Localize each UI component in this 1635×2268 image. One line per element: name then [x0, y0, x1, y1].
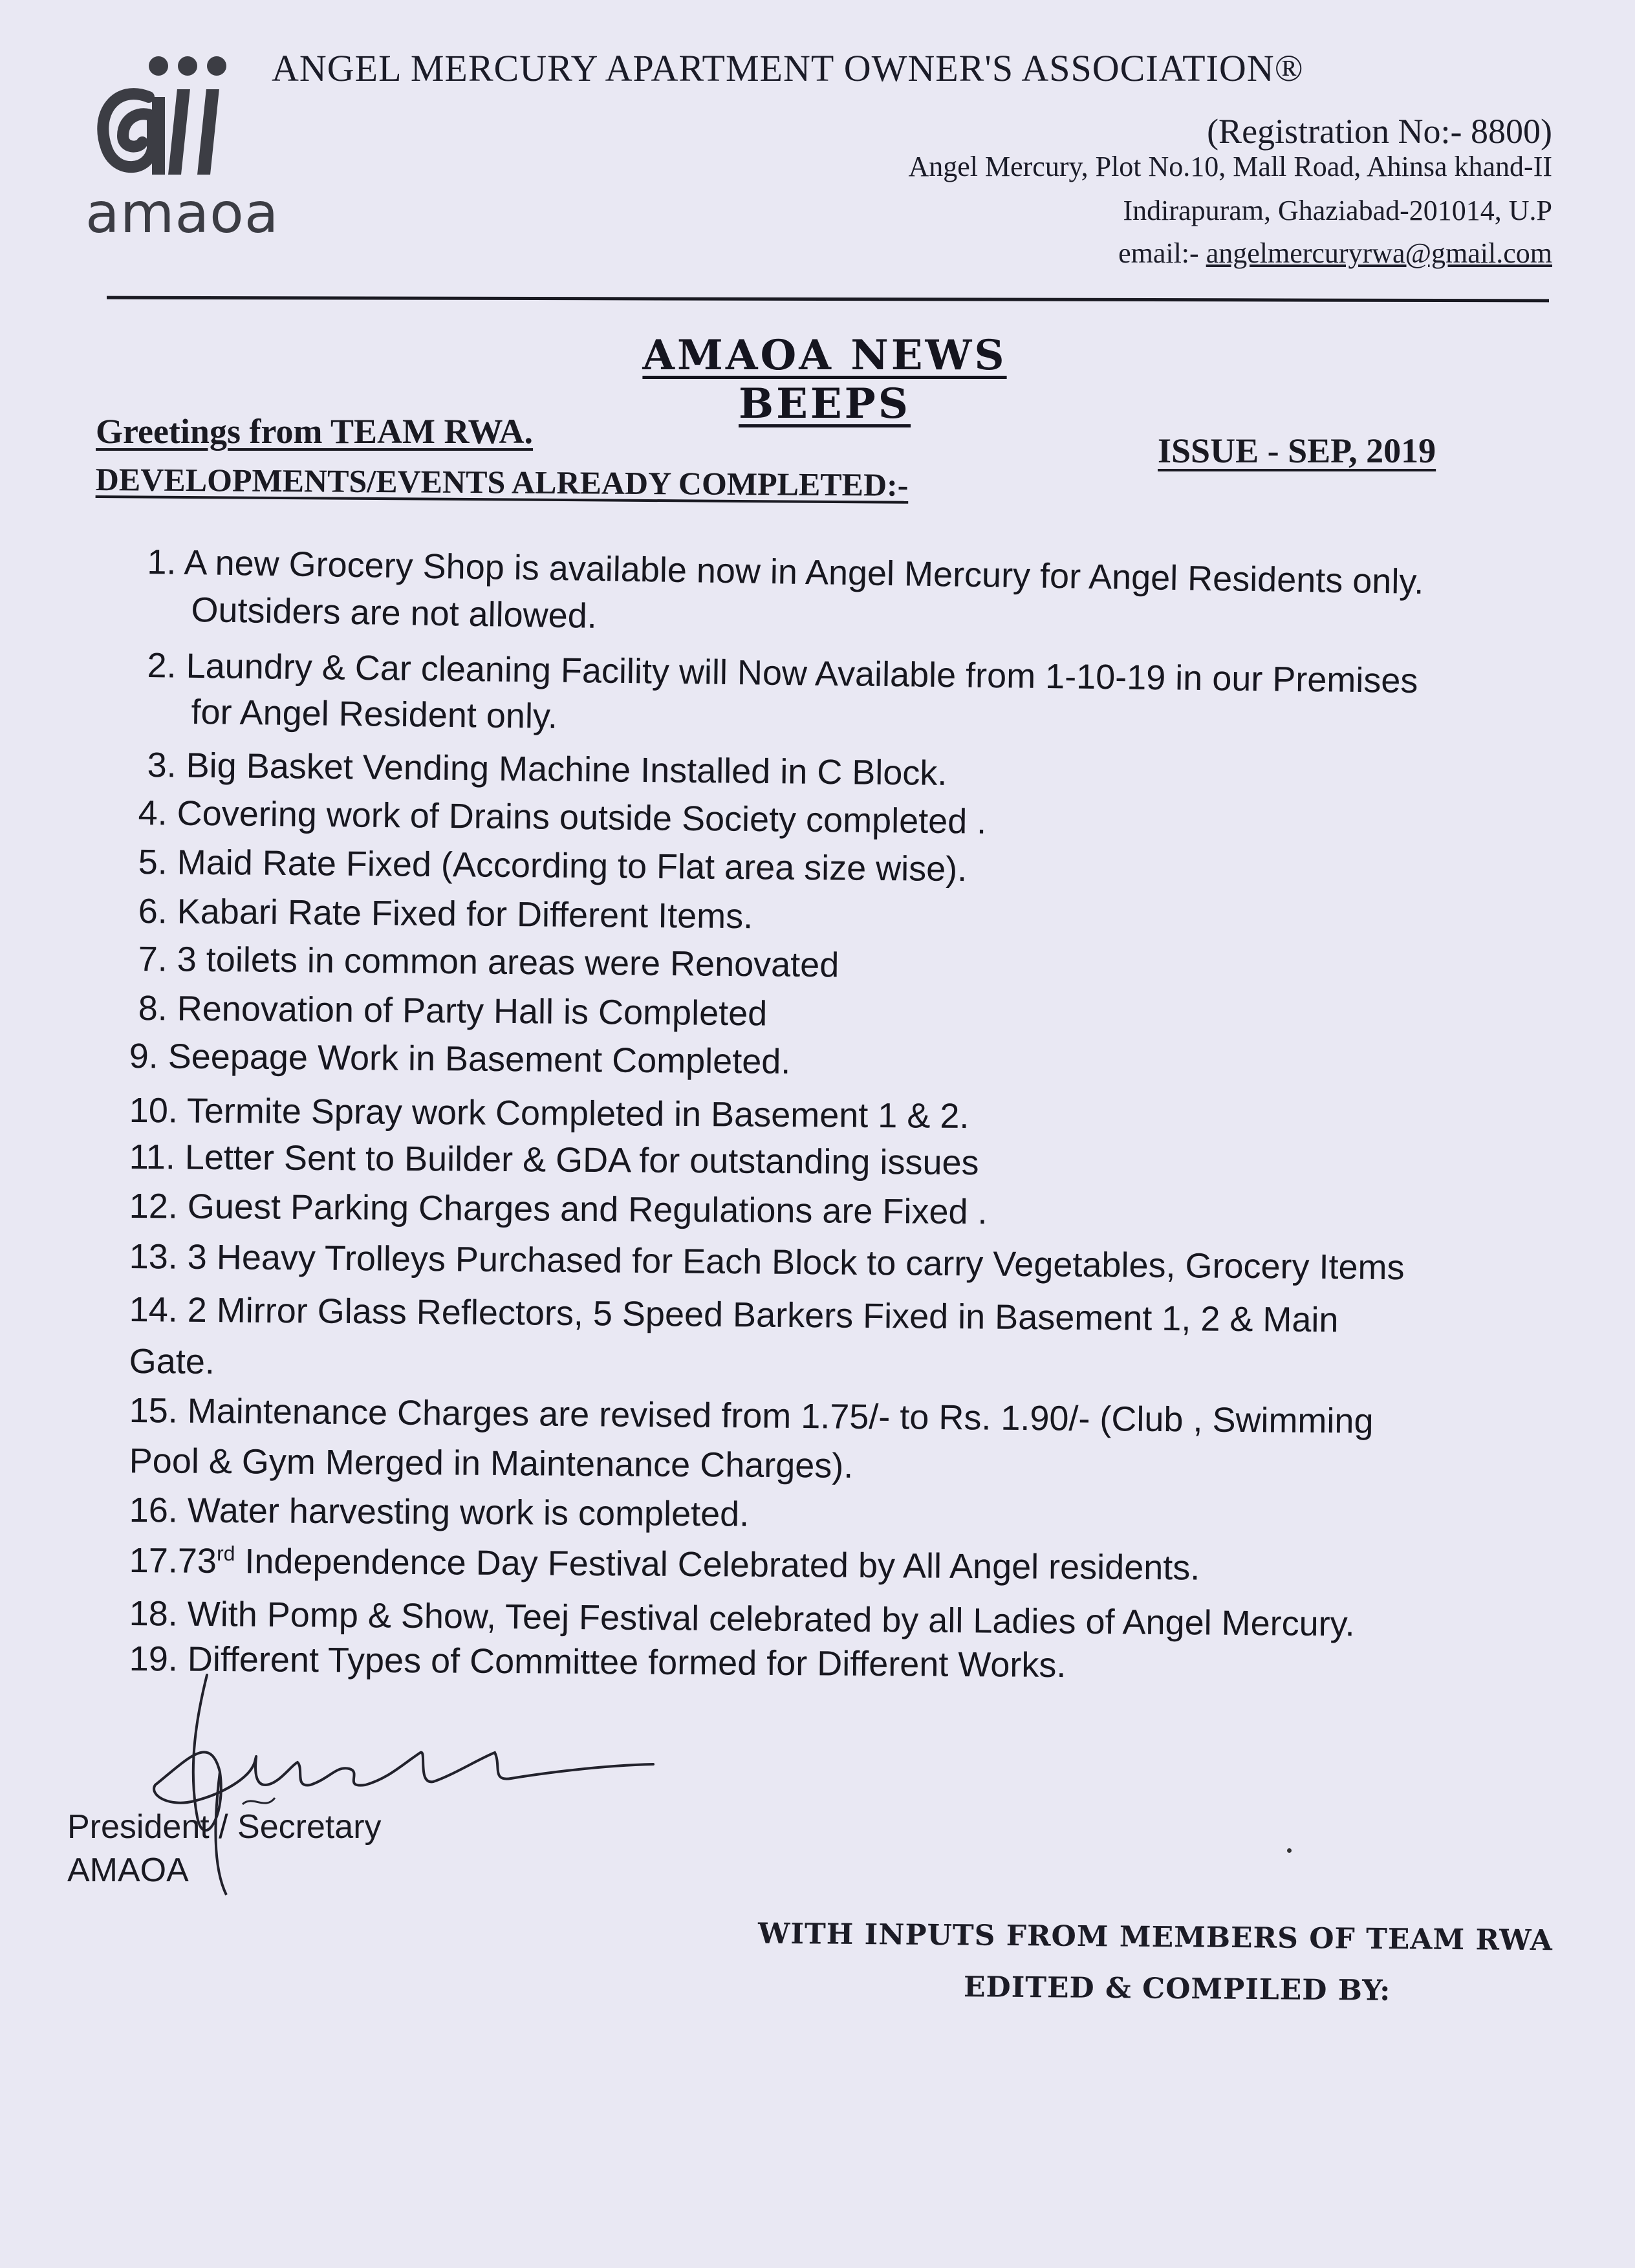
greeting: Greetings from TEAM RWA.	[96, 412, 534, 451]
address-line-2: Indirapuram, Ghaziabad-201014, U.P	[1123, 195, 1552, 226]
list-item-text: Renovation of Party Hall is Completed	[177, 989, 768, 1033]
email-link[interactable]: angelmercuryrwa@gmail.com	[1206, 237, 1552, 269]
list-item-number: 7.	[138, 940, 168, 979]
credits-line-1: WITH INPUTS FROM MEMBERS OF TEAM RWA	[757, 1917, 1554, 1958]
list-item-number: 3.	[147, 746, 177, 785]
list-item-number: 16.	[129, 1491, 179, 1530]
list-item-text: Seepage Work in Basement Completed.	[168, 1037, 791, 1081]
list-item-line	[129, 1490, 750, 1535]
section-heading: DEVELOPMENTS/EVENTS ALREADY COMPLETED:-	[95, 461, 909, 503]
list-item-line	[138, 842, 967, 889]
list-item-line	[129, 1186, 988, 1232]
list-item-text: A new Grocery Shop is available now in Angel Mercury for Angel Residents only.	[184, 543, 1424, 601]
list-item-line	[129, 1593, 1354, 1645]
newsletter-title: AMAOA NEWS BEEPS	[642, 331, 1007, 428]
association-logo	[78, 52, 279, 252]
list-item-text: Guest Parking Charges and Regulations are Fixed .	[187, 1187, 988, 1232]
list-item-text: Gate.	[129, 1342, 215, 1381]
list-item-line	[147, 745, 947, 794]
header-divider	[107, 296, 1549, 303]
signatory-organization: AMAOA	[67, 1852, 189, 1889]
list-item-text: Water harvesting work is completed.	[187, 1491, 750, 1534]
signatory-role: President / Secretary	[67, 1808, 382, 1846]
list-item-number: 5.	[138, 843, 168, 882]
list-item-prefix: 73	[177, 1541, 217, 1581]
list-item-text: Independence Day Festival Celebrated by All Angel residents.	[235, 1542, 1200, 1588]
registration-number: (Registration No:- 8800)	[1207, 112, 1552, 151]
list-item-text: Maintenance Charges are revised from 1.75/- to Rs. 1.90/- (Club , Swimming	[187, 1391, 1374, 1441]
list-item-text: Covering work of Drains outside Society completed .	[177, 794, 987, 841]
paper-speck	[1287, 1848, 1292, 1853]
handwritten-signature-icon	[142, 1656, 673, 1901]
list-item-text: Different Types of Committee formed for Different Works.	[187, 1639, 1067, 1685]
list-item-line	[191, 590, 597, 636]
list-item-number: 6.	[138, 892, 168, 931]
list-item-line	[129, 1290, 1338, 1340]
list-item-text: for Angel Resident only.	[191, 692, 558, 736]
list-item-text: With Pomp & Show, Teej Festival celebrated by all Ladies of Angel Mercury.	[187, 1594, 1355, 1644]
list-item-text: Maid Rate Fixed (According to Flat area size wise).	[177, 843, 968, 889]
list-item-number: 9.	[129, 1037, 159, 1076]
list-item-line	[129, 1090, 969, 1136]
list-item-text: Kabari Rate Fixed for Different Items.	[177, 892, 753, 936]
list-item-text: Termite Spray work Completed in Basement 1 & 2.	[186, 1091, 969, 1136]
list-item-text: Letter Sent to Builder & GDA for outstanding issues	[184, 1138, 979, 1183]
list-item-number: 13.	[129, 1237, 179, 1277]
email-line	[1118, 237, 1552, 270]
list-item-text: Outsiders are not allowed.	[191, 590, 598, 636]
list-item-line	[129, 1036, 790, 1082]
list-item-text: Laundry & Car cleaning Facility will Now Available from 1-10-19 in our Premises	[186, 646, 1418, 701]
list-item-number: 14.	[129, 1290, 179, 1330]
list-item-text: 3 toilets in common areas were Renovated	[177, 940, 839, 985]
list-item-superscript: rd	[216, 1541, 235, 1566]
list-item-line	[191, 692, 558, 737]
address-line-1: Angel Mercury, Plot No.10, Mall Road, Ahinsa khand-II	[908, 151, 1552, 182]
list-item-number: 4.	[138, 794, 168, 833]
list-item-number: 1.	[147, 542, 177, 582]
list-item-line	[129, 1390, 1373, 1442]
list-item-text: 2 Mirror Glass Reflectors, 5 Speed Barkers Fixed in Basement 1, 2 & Main	[187, 1290, 1339, 1340]
list-item-line	[129, 1441, 854, 1486]
list-item-line	[129, 1341, 215, 1382]
list-item-line	[147, 645, 1418, 701]
list-item-number: 11.	[129, 1138, 176, 1177]
list-item-number: 15.	[129, 1391, 179, 1431]
list-item-line	[138, 939, 839, 985]
email-label: email:-	[1118, 237, 1206, 269]
list-item-line	[138, 793, 986, 842]
list-item-line	[138, 891, 753, 936]
list-item-line	[138, 988, 767, 1033]
list-item-number: 10.	[129, 1091, 179, 1130]
list-item-number: 8.	[138, 989, 168, 1028]
list-item-number: 12.	[129, 1187, 179, 1226]
signature	[142, 1656, 673, 1901]
list-item-line	[129, 1137, 979, 1183]
list-item-text: Pool & Gym Merged in Maintenance Charges).	[129, 1442, 854, 1485]
amaoa-logo-mark-icon	[91, 52, 246, 188]
association-name: ANGEL MERCURY APARTMENT OWNER'S ASSOCIATION®	[272, 47, 1304, 89]
list-item-number: 18.	[129, 1594, 179, 1634]
list-item-number: 17.	[129, 1541, 179, 1581]
list-item-text: 3 Heavy Trolleys Purchased for Each Block to carry Vegetables, Grocery Items	[187, 1237, 1405, 1288]
list-item-number: 2.	[147, 645, 177, 686]
list-item-number: 19.	[129, 1639, 179, 1679]
issue-label: ISSUE - SEP, 2019	[1158, 431, 1436, 470]
logo-wordmark: amaoa	[85, 181, 279, 246]
list-item-text: Big Basket Vending Machine Installed in C Block.	[186, 746, 947, 793]
list-item-line	[129, 1237, 1404, 1288]
credits-line-2: EDITED & COMPILED BY:	[963, 1971, 1391, 2007]
list-item-line	[129, 1540, 1200, 1588]
